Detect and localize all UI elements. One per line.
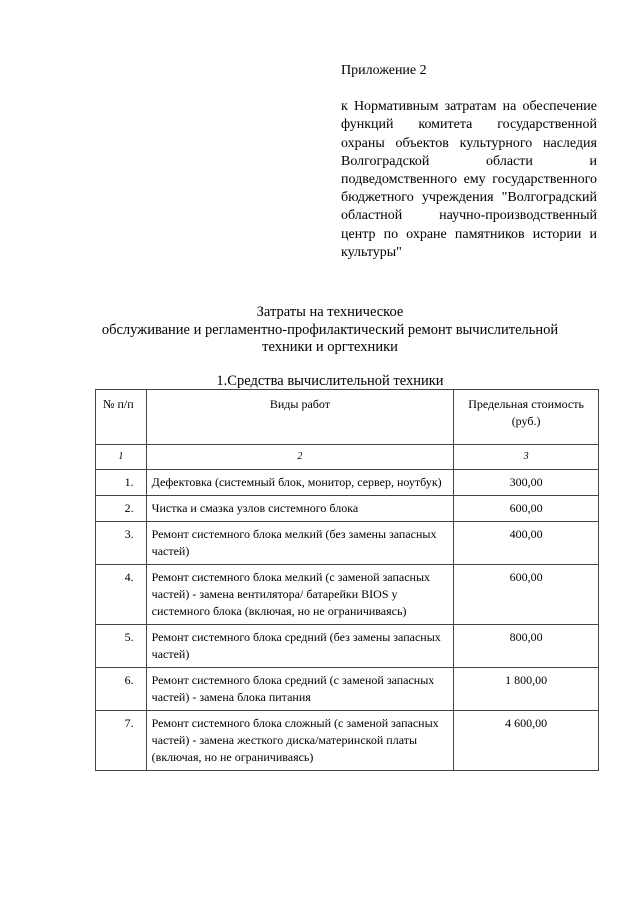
table-row	[96, 711, 599, 771]
table-row	[96, 470, 599, 496]
row-work: Ремонт системного блока мелкий (без замены запасных частей)	[146, 522, 454, 565]
heading-line-3: техники и оргтехники	[262, 339, 398, 355]
table-row	[96, 565, 599, 625]
table-row	[96, 668, 599, 711]
row-cost: 1 800,00	[454, 668, 599, 711]
row-number: 4.	[96, 565, 147, 625]
appendix-title: Приложение 2	[341, 63, 427, 78]
row-number: 7.	[96, 711, 147, 771]
header-work-type: Виды работ	[146, 390, 454, 445]
header-max-cost: Предельная стоимость (руб.)	[454, 390, 599, 445]
row-cost: 300,00	[454, 470, 599, 496]
header-number: № п/п	[96, 390, 147, 445]
section-title: 1.Средства вычислительной техники	[216, 373, 444, 389]
row-cost: 400,00	[454, 522, 599, 565]
row-work: Ремонт системного блока средний (без замены запасных частей)	[146, 625, 454, 668]
row-number: 1.	[96, 470, 147, 496]
table-row	[96, 496, 599, 522]
row-work: Ремонт системного блока мелкий (с заменой запасных частей) - замена вентилятора/ батарейки BIOS у системного блока (включая, но не ограничиваясь)	[146, 565, 454, 625]
row-number: 5.	[96, 625, 147, 668]
row-work: Ремонт системного блока средний (с заменой запасных частей) - замена блока питания	[146, 668, 454, 711]
document-heading	[60, 304, 600, 357]
index-col-1: 1	[96, 445, 147, 470]
row-work: Ремонт системного блока сложный (с заменой запасных частей) - замена жесткого диска/материнской платы (включая, но не ограничиваясь)	[146, 711, 454, 771]
cost-table	[95, 389, 599, 771]
row-number: 3.	[96, 522, 147, 565]
appendix-body: к Нормативным затратам на обеспечение функций комитета государственной охраны объектов культурного наследия Волгоградской области и подведомственного ему государственного бюджетного учреждения "Волгоградский областной научно-производственный центр по охране памятников истории и культуры"	[341, 99, 597, 260]
table-header-row	[96, 390, 599, 445]
table-index-row	[96, 445, 599, 470]
row-work: Дефектовка (системный блок, монитор, сервер, ноутбук)	[146, 470, 454, 496]
table-row	[96, 522, 599, 565]
row-number: 2.	[96, 496, 147, 522]
row-number: 6.	[96, 668, 147, 711]
index-col-2: 2	[146, 445, 454, 470]
table-row	[96, 625, 599, 668]
appendix-block	[341, 62, 597, 262]
row-work: Чистка и смазка узлов системного блока	[146, 496, 454, 522]
heading-line-2: обслуживание и регламентно-профилактический ремонт вычислительной	[101, 321, 559, 338]
row-cost: 600,00	[454, 565, 599, 625]
row-cost: 4 600,00	[454, 711, 599, 771]
heading-line-1: Затраты на техническое	[256, 304, 404, 320]
row-cost: 600,00	[454, 496, 599, 522]
index-col-3: 3	[454, 445, 599, 470]
row-cost: 800,00	[454, 625, 599, 668]
